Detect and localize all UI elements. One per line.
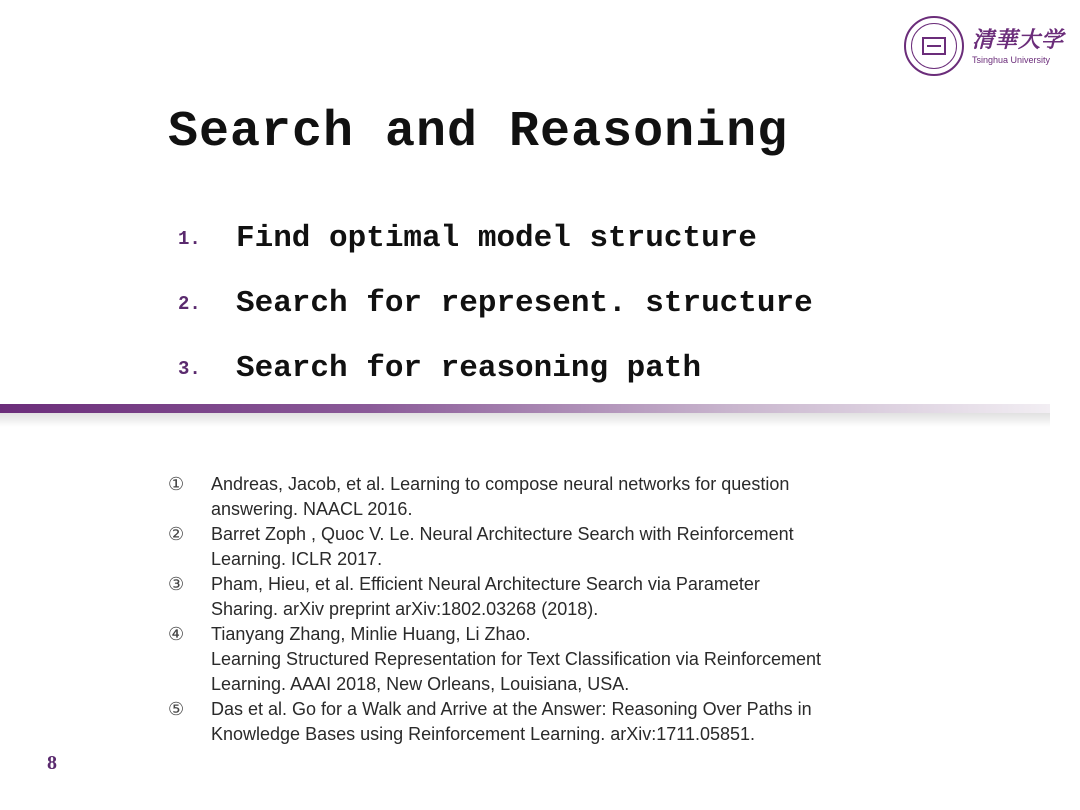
divider-shadow bbox=[0, 413, 1050, 427]
key-point-text: Search for reasoning path bbox=[236, 351, 702, 386]
page-number: 8 bbox=[47, 752, 57, 774]
reference-text: Barret Zoph , Quoc V. Le. Neural Architecture Search with Reinforcement Learning. ICLR 2017. bbox=[211, 524, 794, 569]
key-point-text: Find optimal model structure bbox=[236, 221, 757, 256]
reference-item bbox=[168, 572, 948, 622]
key-point-text: Search for represent. structure bbox=[236, 286, 813, 321]
key-point-number: 3. bbox=[178, 357, 201, 380]
reference-marker: ② bbox=[168, 524, 185, 545]
tsinghua-logo bbox=[904, 14, 1064, 78]
reference-marker: ④ bbox=[168, 624, 185, 645]
reference-text: Andreas, Jacob, et al. Learning to compose neural networks for question answering. NAACL 2016. bbox=[211, 474, 790, 519]
reference-text: Das et al. Go for a Walk and Arrive at the Answer: Reasoning Over Paths in Knowledge Bases using Reinforcement Learning. arXiv:1711.05851. bbox=[211, 699, 812, 744]
reference-text: Tianyang Zhang, Minlie Huang, Li Zhao. Learning Structured Representation for Text Classification via Reinforcement Learning. AAAI 2018, New Orleans, Louisiana, USA. bbox=[211, 624, 821, 694]
reference-marker: ③ bbox=[168, 574, 185, 595]
reference-text: Pham, Hieu, et al. Efficient Neural Architecture Search via Parameter Sharing. arXiv preprint arXiv:1802.03268 (2018). bbox=[211, 574, 760, 619]
key-point-number: 1. bbox=[178, 227, 201, 250]
key-point bbox=[178, 336, 813, 401]
key-point bbox=[178, 271, 813, 336]
key-points-list bbox=[178, 206, 813, 401]
university-seal-icon bbox=[904, 16, 964, 76]
key-point bbox=[178, 206, 813, 271]
reference-marker: ⑤ bbox=[168, 699, 185, 720]
section-divider bbox=[0, 404, 1050, 413]
key-point-number: 2. bbox=[178, 292, 201, 315]
reference-item bbox=[168, 697, 948, 747]
logo-english-name: Tsinghua University bbox=[972, 55, 1051, 65]
logo-text bbox=[972, 27, 1064, 65]
reference-item bbox=[168, 622, 948, 697]
reference-item bbox=[168, 522, 948, 572]
reference-item bbox=[168, 472, 948, 522]
reference-marker: ① bbox=[168, 474, 185, 495]
references-list bbox=[168, 472, 948, 747]
logo-chinese-name: 清華大学 bbox=[972, 27, 1065, 53]
slide-title: Search and Reasoning bbox=[168, 104, 789, 161]
